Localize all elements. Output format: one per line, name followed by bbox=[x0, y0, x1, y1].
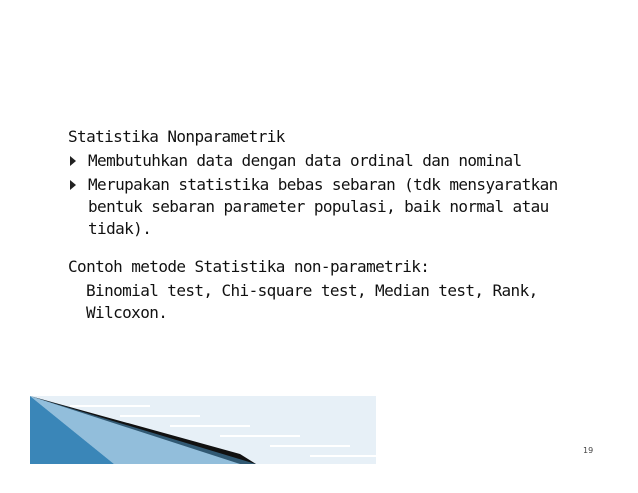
example-body: Binomial test, Chi-square test, Median test, Rank, Wilcoxon. bbox=[86, 281, 538, 322]
section-heading: Statistika Nonparametrik bbox=[68, 127, 285, 146]
example-heading: Contoh metode Statistika non-parametrik: bbox=[68, 257, 430, 276]
bullet-text: Membutuhkan data dengan data ordinal dan nominal bbox=[88, 151, 522, 170]
bullet-text: Merupakan statistika bebas sebaran (tdk mensyaratkan bentuk sebaran parameter populasi, baik normal atau tidak). bbox=[88, 175, 558, 238]
bullet-item bbox=[68, 174, 588, 240]
bullet-item bbox=[68, 150, 588, 172]
slide-content bbox=[68, 126, 588, 324]
bullet-arrow-icon bbox=[70, 156, 76, 166]
bullet-arrow-icon bbox=[70, 180, 76, 190]
page-number: 19 bbox=[583, 446, 594, 455]
decorative-banner bbox=[30, 396, 376, 464]
